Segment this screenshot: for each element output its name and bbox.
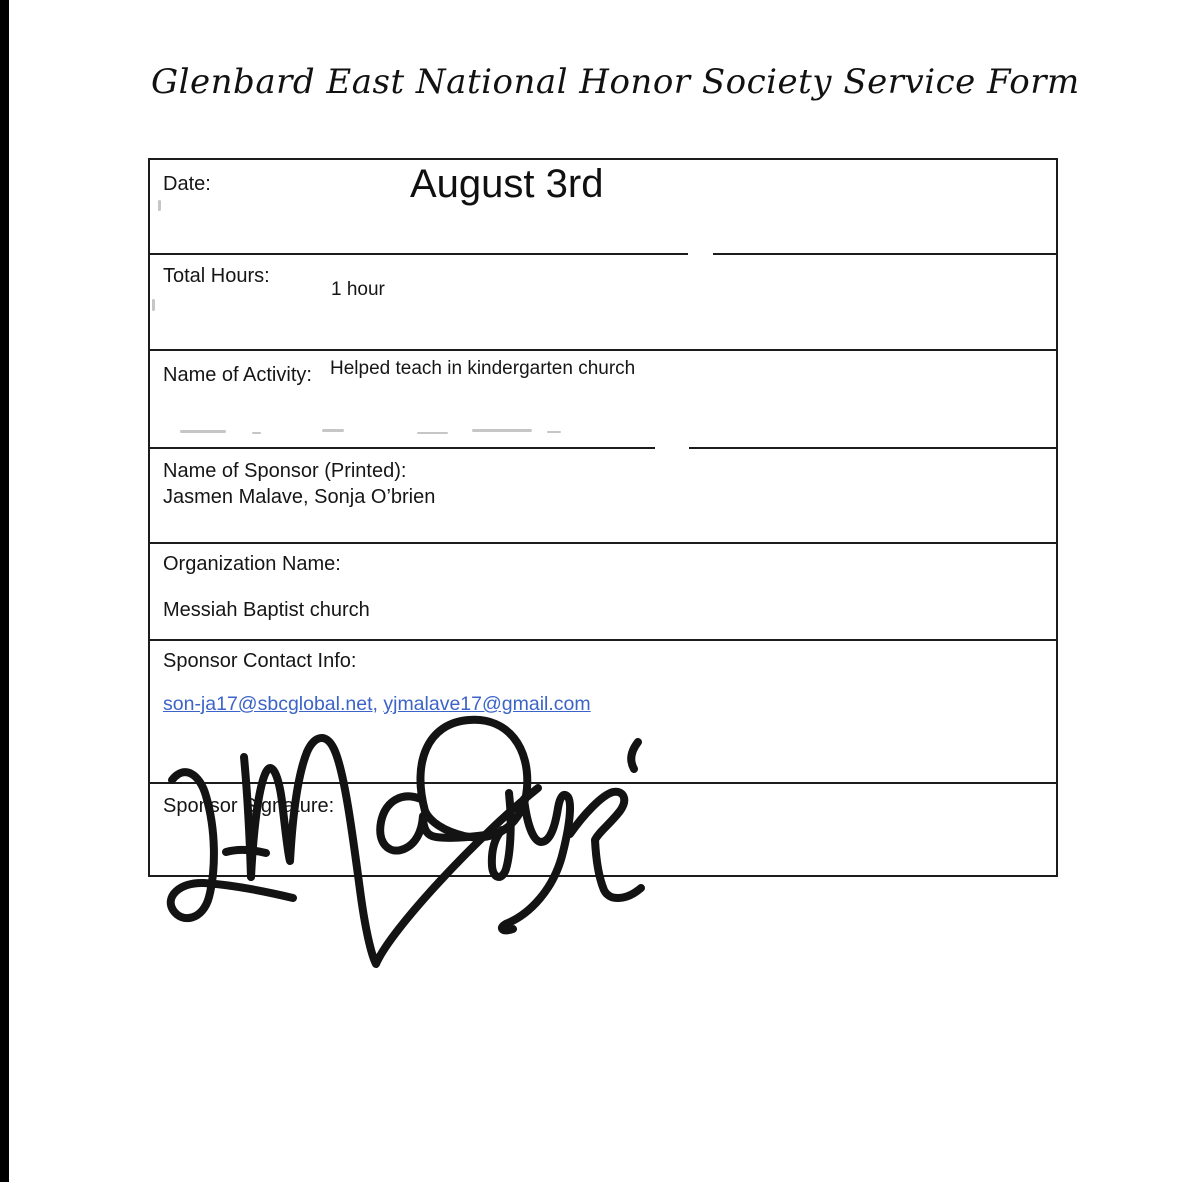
field-row-signature <box>150 784 1056 879</box>
border-gap-artifact <box>655 445 689 452</box>
organization-value: Messiah Baptist church <box>163 599 370 621</box>
field-row-sponsor-name <box>150 449 1056 544</box>
date-label: Date: <box>163 173 211 195</box>
field-row-contact-info <box>150 641 1056 784</box>
erased-text-artifact <box>472 429 532 432</box>
organization-label: Organization Name: <box>163 553 341 575</box>
field-row-total-hours <box>150 255 1056 351</box>
sponsor-email-link-1[interactable]: son-ja17@sbcglobal.net <box>163 693 373 715</box>
sponsor-printed-value: Jasmen Malave, Sonja O’brien <box>163 486 436 508</box>
service-form-table <box>148 158 1058 877</box>
erased-text-artifact <box>158 200 161 211</box>
activity-value: Helped teach in kindergarten church <box>330 358 636 379</box>
activity-label: Name of Activity: <box>163 364 312 386</box>
sponsor-email-link-2[interactable]: yjmalave17@gmail.com <box>383 693 591 715</box>
sponsor-signature-label: Sponsor Signature: <box>163 795 335 817</box>
contact-info-label: Sponsor Contact Info: <box>163 650 357 672</box>
form-title: Glenbard East National Honor Society Service Form <box>151 62 1080 102</box>
contact-info-value <box>163 693 591 716</box>
erased-text-artifact <box>252 432 261 434</box>
erased-text-artifact <box>152 299 155 311</box>
border-gap-artifact <box>688 252 713 260</box>
field-row-date <box>150 160 1056 255</box>
erased-text-artifact <box>417 432 448 434</box>
total-hours-label: Total Hours: <box>163 265 270 287</box>
field-row-activity <box>150 351 1056 449</box>
erased-text-artifact <box>322 429 344 432</box>
date-value: August 3rd <box>410 162 604 206</box>
sponsor-printed-label: Name of Sponsor (Printed): <box>163 460 407 482</box>
scan-edge-artifact <box>0 0 9 1182</box>
erased-text-artifact <box>180 430 226 433</box>
erased-text-artifact <box>547 431 561 433</box>
field-row-organization <box>150 544 1056 641</box>
total-hours-value: 1 hour <box>331 279 385 300</box>
email-separator: , <box>372 693 384 715</box>
